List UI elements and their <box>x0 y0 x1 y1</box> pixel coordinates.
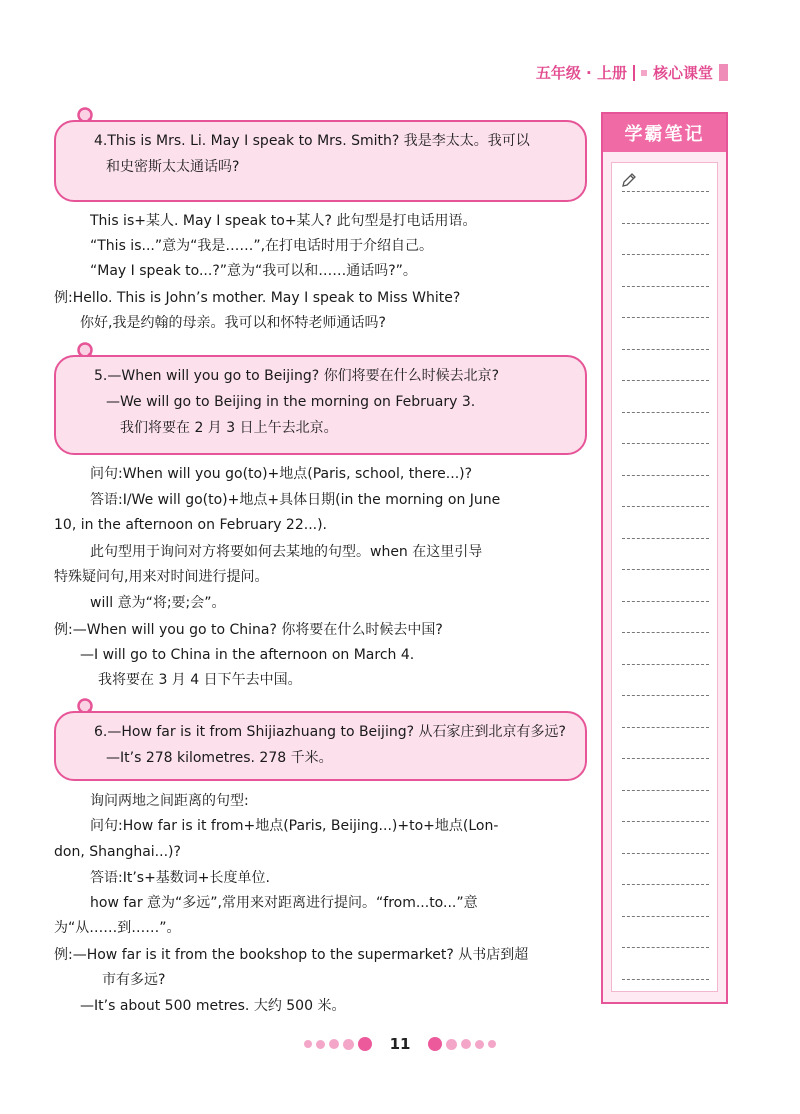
pager-dot <box>446 1039 457 1050</box>
box-line: 6.—How far is it from Shijiazhuang to Beijing? 从石家庄到北京有多远? <box>94 724 566 740</box>
pencil-icon <box>620 171 638 189</box>
example-translation: 你好,我是约翰的母亲。我可以和怀特老师通话吗? <box>80 315 386 331</box>
text-line: 特殊疑问句,用来对时间进行提问。 <box>54 569 269 585</box>
notes-line <box>622 506 709 507</box>
notes-line <box>622 317 709 318</box>
example-line: —I will go to China in the afternoon on March 4. <box>80 647 415 663</box>
example-translation: 我将要在 3 月 4 日下午去中国。 <box>98 672 302 688</box>
notes-line <box>622 286 709 287</box>
notes-area <box>611 162 718 992</box>
box-line: 我们将要在 2 月 3 日上午去北京。 <box>120 420 338 436</box>
example-line: 例:Hello. This is John’s mother. May I speak to Miss White? <box>54 290 461 306</box>
notes-line <box>622 538 709 539</box>
text-line: 10, in the afternoon on February 22...). <box>54 517 328 533</box>
text-line: 此句型用于询问对方将要如何去某地的句型。when 在这里引导 <box>90 544 483 560</box>
example-line: 市有多远? <box>102 972 166 988</box>
key-sentence-box-5 <box>54 355 587 455</box>
pager-dot <box>304 1040 312 1048</box>
page-number: 11 <box>389 1035 411 1053</box>
notes-line <box>622 758 709 759</box>
notes-line <box>622 695 709 696</box>
notes-line <box>622 254 709 255</box>
page-footer <box>0 1035 800 1053</box>
notes-line <box>622 664 709 665</box>
text-line: how far 意为“多远”,常用来对距离进行提问。“from...to...”意 <box>90 895 478 911</box>
notes-line <box>622 853 709 854</box>
notes-line <box>622 601 709 602</box>
box-line: —We will go to Beijing in the morning on February 3. <box>106 394 476 410</box>
text-line: “May I speak to...?”意为“我可以和……通话吗?”。 <box>90 263 417 279</box>
key-sentence-box-4 <box>54 120 587 202</box>
section-label: 核心课堂 <box>652 64 713 82</box>
notes-line <box>622 790 709 791</box>
header-square-icon <box>641 70 647 76</box>
notes-title: 学霸笔记 <box>603 114 726 152</box>
text-line: don, Shanghai...)? <box>54 844 181 860</box>
box-line: 4.This is Mrs. Li. May I speak to Mrs. Smith? 我是李太太。我可以 <box>94 133 530 149</box>
notes-line <box>622 884 709 885</box>
header-block-icon <box>719 64 728 81</box>
notes-line <box>622 947 709 948</box>
example-line: 例:—How far is it from the bookshop to the supermarket? 从书店到超 <box>54 947 529 963</box>
notes-line <box>622 475 709 476</box>
text-line: “This is...”意为“我是……”,在打电话时用于介绍自己。 <box>90 238 434 254</box>
text-line: 答语:It’s+基数词+长度单位. <box>90 870 270 886</box>
text-line: 为“从……到……”。 <box>54 920 181 936</box>
notes-line <box>622 569 709 570</box>
notes-line <box>622 632 709 633</box>
pager-dot <box>475 1040 484 1049</box>
example-line: 例:—When will you go to China? 你将要在什么时候去中国? <box>54 622 443 638</box>
pager-dot <box>316 1040 325 1049</box>
box-line: —It’s 278 kilometres. 278 千米。 <box>106 750 333 766</box>
header-divider <box>633 65 635 81</box>
notes-line <box>622 727 709 728</box>
pager-dot <box>358 1037 372 1051</box>
notes-line <box>622 380 709 381</box>
key-sentence-box-6 <box>54 711 587 781</box>
text-line: 答语:I/We will go(to)+地点+具体日期(in the morning on June <box>90 492 501 508</box>
pager-dot <box>329 1039 339 1049</box>
notes-line <box>622 821 709 822</box>
pager-dot <box>343 1039 354 1050</box>
grade-label: 五年级 · 上册 <box>535 64 627 82</box>
notes-line <box>622 223 709 224</box>
text-line: 问句:When will you go(to)+地点(Paris, school, there...)? <box>90 466 473 482</box>
notes-line <box>622 916 709 917</box>
notes-line <box>622 349 709 350</box>
text-line: 询问两地之间距离的句型: <box>90 793 249 809</box>
notes-panel <box>601 112 728 1004</box>
text-line: This is+某人. May I speak to+某人? 此句型是打电话用语。 <box>90 213 477 229</box>
text-line: 问句:How far is it from+地点(Paris, Beijing...)+to+地点(Lon- <box>90 818 499 834</box>
notes-line <box>622 412 709 413</box>
page-header <box>536 62 728 83</box>
notes-line <box>622 979 709 980</box>
pager-dot <box>488 1040 496 1048</box>
example-line: —It’s about 500 metres. 大约 500 米。 <box>80 998 346 1014</box>
pager-dot <box>428 1037 442 1051</box>
text-line: will 意为“将;要;会”。 <box>90 595 226 611</box>
notes-line <box>622 443 709 444</box>
notes-line <box>622 191 709 192</box>
box-line: 5.—When will you go to Beijing? 你们将要在什么时候去北京? <box>94 368 500 384</box>
box-line: 和史密斯太太通话吗? <box>106 159 240 175</box>
pager-dot <box>461 1039 471 1049</box>
